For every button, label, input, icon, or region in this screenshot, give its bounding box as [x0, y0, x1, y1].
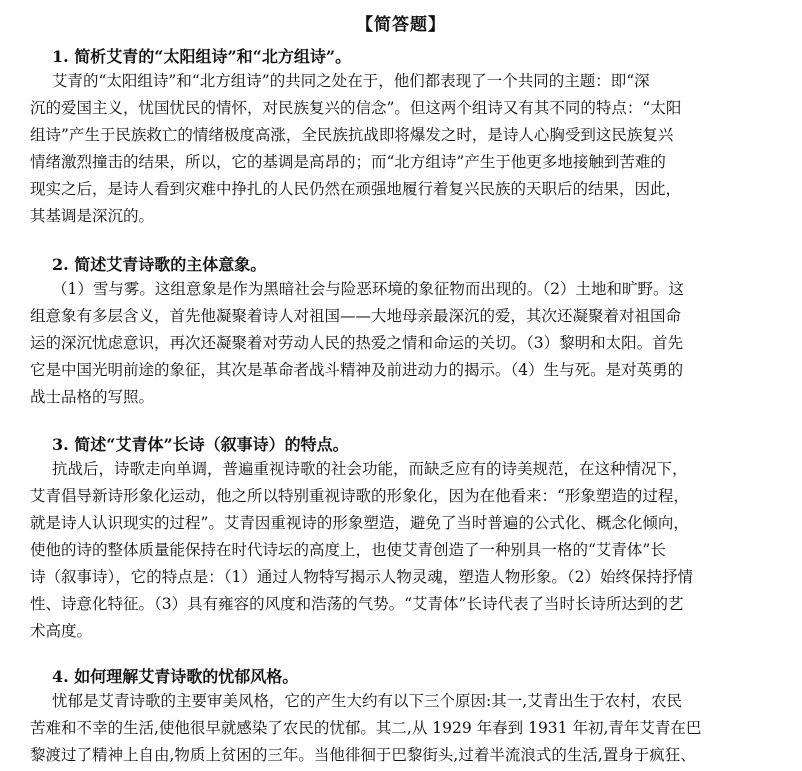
answer-line: 使他的诗的整体质量能保持在时代诗坛的高度上，也使艾青创造了一种别具一格的“艾青体”长 [30, 541, 666, 559]
answer-line: 运的深沉忧虑意识，再次还凝聚着对劳动人民的热爱之情和命运的关切。（3）黎明和太阳。首先 [30, 334, 684, 352]
question-1-heading: 1. 简析艾青的“太阳组诗”和“北方组诗”。 [52, 47, 352, 66]
answer-line: 黎渡过了精神上自由,物质上贫困的三年。当他徘徊于巴黎街头,过着半流浪式的生活,置身于疯狂、 [30, 746, 696, 764]
answer-line: 情绪激烈撞击的结果，所以，它的基调是高昂的；而“北方组诗”产生于他更多地接触到苦难的 [30, 153, 666, 171]
answer-line: 苦难和不幸的生活,使他很早就感染了农民的忧郁。其二,从 1929 年春到 1931 年初,青年艾青在巴 [30, 719, 702, 737]
answer-line: 艾青的“太阳组诗”和“北方组诗”的共同之处在于，他们都表现了一个共同的主题：即“深 [52, 72, 650, 90]
answer-line: 术高度。 [30, 622, 93, 640]
answer-line: 它是中国光明前途的象征，其次是革命者战斗精神及前进动力的揭示。（4）生与死。是对英勇的 [30, 361, 684, 379]
question-4-answer [30, 688, 770, 769]
answer-line: 战士品格的写照。 [30, 388, 155, 406]
answer-line: （1）雪与雾。这组意象是作为黑暗社会与险恶环境的象征物而出现的。（2）土地和旷野。这 [52, 280, 684, 298]
question-3-answer [30, 456, 770, 645]
answer-line: 性、诗意化特征。（3）具有雍容的风度和浩荡的气势。“艾青体”长诗代表了当时长诗所达到的艺 [30, 595, 684, 613]
question-3-heading: 3. 简述“艾青体”长诗（叙事诗）的特点。 [52, 435, 349, 454]
question-2-heading: 2. 简述艾青诗歌的主体意象。 [52, 255, 267, 274]
answer-line: 组诗”产生于民族救亡的情绪极度高涨，全民族抗战即将爆发之时，是诗人心胸受到这民族复兴 [30, 126, 674, 144]
answer-line: 现实之后，是诗人看到灾难中挣扎的人民仍然在顽强地履行着复兴民族的天职后的结果，因此， [30, 180, 682, 198]
answer-line: 组意象有多层含义，首先他凝聚着诗人对祖国——大地母亲最深沉的爱，其次还凝聚着对祖国命 [30, 307, 682, 325]
question-2-answer [30, 276, 770, 411]
answer-line: 其基调是深沉的。 [30, 207, 155, 225]
answer-line: 就是诗人认识现实的过程”。艾青因重视诗的形象塑造，避免了当时普遍的公式化、概念化倾向， [30, 514, 689, 532]
question-4-heading: 4. 如何理解艾青诗歌的忧郁风格。 [52, 667, 299, 686]
answer-line: 诗（叙事诗），它的特点是：（1）通过人物特写揭示人物灵魂，塑造人物形象。（2）始终保持抒情 [30, 568, 693, 586]
answer-line: 抗战后，诗歌走向单调，普遍重视诗歌的社会功能，而缺乏应有的诗美规范，在这种情况下， [52, 460, 688, 478]
answer-line: 沉的爱国主义，忧国忧民的情怀，对民族复兴的信念”。但这两个组诗又有其不同的特点：“太阳 [30, 99, 682, 117]
answer-line: 艾青倡导新诗形象化运动，他之所以特别重视诗歌的形象化，因为在他看来：“形象塑造的过程， [30, 487, 689, 505]
answer-line: 忧郁是艾青诗歌的主要审美风格，它的产生大约有以下三个原因:其一,艾青出生于农村，农民 [52, 692, 683, 710]
section-title: 【简答题】 [356, 15, 446, 35]
question-1-answer [30, 68, 770, 230]
